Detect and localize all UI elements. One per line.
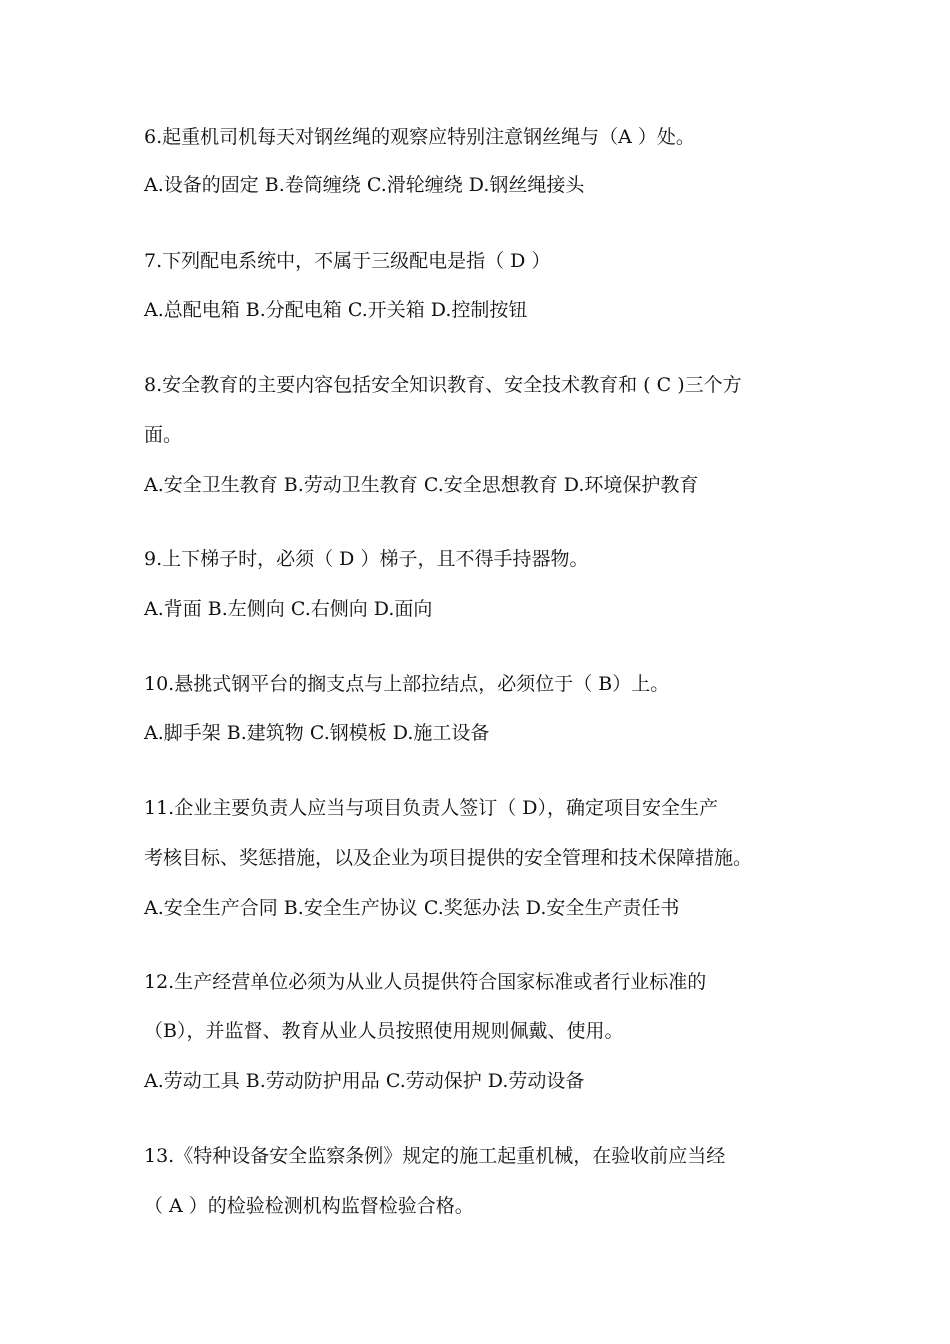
question-7-text: 7.下列配电系统中，不属于三级配电是指（ D ）: [144, 250, 551, 272]
question-13-text: 13.《特种设备安全监察条例》规定的施工起重机械，在验收前应当经: [144, 1145, 726, 1167]
question-8-text-cont: 面。: [144, 424, 183, 446]
question-11-text: 11.企业主要负责人应当与项目负责人签订（ D），确定项目安全生产: [144, 797, 718, 819]
question-6-text: 6.起重机司机每天对钢丝绳的观察应特别注意钢丝绳与（A ）处。: [144, 126, 695, 148]
question-12-options: A.劳动工具 B.劳动防护用品 C.劳动保护 D.劳动设备: [144, 1070, 585, 1092]
question-13-text-cont: （ A ）的检验检测机构监督检验合格。: [144, 1195, 474, 1217]
question-8-options: A.安全卫生教育 B.劳动卫生教育 C.安全思想教育 D.环境保护教育: [144, 474, 699, 496]
question-9-text: 9.上下梯子时，必须（ D ）梯子，且不得手持器物。: [144, 548, 589, 570]
question-10-text: 10.悬挑式钢平台的搁支点与上部拉结点，必须位于（ B）上。: [144, 673, 670, 695]
question-12-text-cont: （B），并监督、教育从业人员按照使用规则佩戴、使用。: [144, 1020, 624, 1042]
question-12-text: 12.生产经营单位必须为从业人员提供符合国家标准或者行业标准的: [144, 971, 707, 993]
question-11-text-cont: 考核目标、奖惩措施，以及企业为项目提供的安全管理和技术保障措施。: [144, 847, 753, 869]
question-10-options: A.脚手架 B.建筑物 C.钢模板 D.施工设备: [144, 722, 490, 744]
question-9-options: A.背面 B.左侧向 C.右侧向 D.面向: [144, 598, 433, 620]
question-7-options: A.总配电箱 B.分配电箱 C.开关箱 D.控制按钮: [144, 299, 528, 321]
question-8-text: 8.安全教育的主要内容包括安全知识教育、安全技术教育和 ( C )三个方: [144, 374, 742, 396]
question-11-options: A.安全生产合同 B.安全生产协议 C.奖惩办法 D.安全生产责任书: [144, 897, 680, 919]
question-6-options: A.设备的固定 B.卷筒缠绕 C.滑轮缠绕 D.钢丝绳接头: [144, 174, 585, 196]
